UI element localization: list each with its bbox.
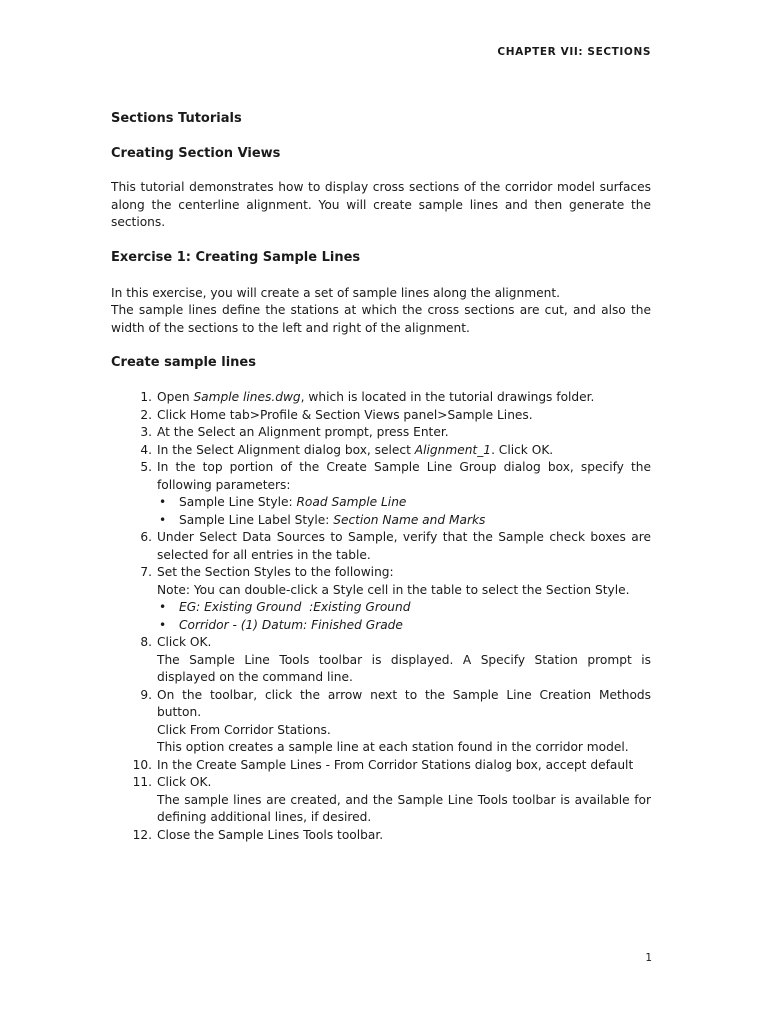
bullet-icon: •	[159, 617, 167, 632]
bullet-item	[157, 599, 651, 617]
step-2	[111, 407, 651, 425]
step-text: In the top portion of the Create Sample Line Group dialog box, specify the following parameters:	[157, 460, 651, 492]
bullet-item	[157, 494, 651, 512]
bullet-value: EG: Existing Ground :Existing Ground	[179, 600, 411, 614]
step-number: 1.	[140, 390, 152, 404]
step-4	[111, 442, 651, 460]
page-content	[111, 110, 651, 844]
step-text: In the Create Sample Lines - From Corridor Stations dialog box, accept default	[157, 757, 634, 772]
page-number: 1	[645, 952, 652, 964]
step-text: . Click OK.	[491, 442, 554, 457]
step-detail: The Sample Line Tools toolbar is displayed. A Specify Station prompt is displayed on the command line.	[157, 652, 651, 684]
step-number: 11.	[132, 775, 152, 789]
chapter-header: CHAPTER VII: SECTIONS	[497, 46, 651, 58]
bullet-item	[157, 617, 651, 635]
bullet-label: Sample Line Label Style:	[179, 512, 334, 527]
step-text: Under Select Data Sources to Sample, verify that the Sample check boxes are selected for all entries in the table.	[157, 530, 651, 562]
step-text: Set the Section Styles to the following:	[157, 565, 394, 579]
step-filename: Sample lines.dwg	[193, 390, 301, 404]
bullet-value: Road Sample Line	[296, 495, 407, 509]
step-9	[111, 687, 651, 757]
heading-create-sample-lines: Create sample lines	[111, 355, 256, 370]
step-text: Click OK.	[157, 775, 212, 789]
step-number: 10.	[132, 757, 152, 772]
heading-sections-tutorials: Sections Tutorials	[111, 111, 242, 126]
step-7	[111, 564, 651, 634]
bullet-icon: •	[159, 495, 167, 509]
step-number: 6.	[140, 530, 152, 544]
step-11	[111, 774, 651, 827]
step-text: At the Select an Alignment prompt, press Enter.	[157, 425, 449, 439]
exercise-intro-line2: The sample lines define the stations at which the cross sections are cut, and also the width of the sections to the left and right of the alignment.	[111, 303, 651, 335]
step-number: 5.	[140, 460, 152, 474]
step-text: Open	[157, 390, 194, 404]
step-1	[111, 389, 651, 407]
step-detail: The sample lines are created, and the Sample Line Tools toolbar is available for defining additional lines, if desired.	[157, 792, 651, 824]
step-7-bullets	[157, 599, 651, 634]
heading-creating-section-views: Creating Section Views	[111, 146, 281, 161]
step-text: , which is located in the tutorial drawings folder.	[300, 390, 595, 404]
heading-exercise-1: Exercise 1: Creating Sample Lines	[111, 249, 361, 265]
bullet-icon: •	[159, 600, 167, 614]
step-note: Note: You can double-click a Style cell in the table to select the Section Style.	[157, 582, 630, 597]
bullet-value: Corridor - (1) Datum: Finished Grade	[179, 617, 403, 632]
step-line2: Click From Corridor Stations.	[157, 722, 331, 737]
exercise-intro-line1: In this exercise, you will create a set of sample lines along the alignment.	[111, 285, 561, 300]
bullet-icon: •	[159, 512, 167, 527]
step-5-bullets	[157, 494, 651, 529]
step-alignment-name: Alignment_1	[414, 442, 492, 457]
step-number: 2.	[140, 407, 152, 422]
step-text: Click Home tab>Profile & Section Views panel>Sample Lines.	[157, 407, 533, 422]
intro-paragraph: This tutorial demonstrates how to display cross sections of the corridor model surfaces along the centerline alignment. You will create sample lines and then generate the sections.	[111, 180, 651, 229]
step-text: On the toolbar, click the arrow next to the Sample Line Creation Methods button.	[157, 687, 651, 719]
step-6	[111, 529, 651, 564]
step-number: 12.	[132, 827, 152, 842]
steps-list	[111, 389, 651, 844]
step-number: 8.	[140, 635, 152, 649]
step-number: 7.	[140, 565, 152, 579]
bullet-item	[157, 512, 651, 530]
step-number: 9.	[140, 687, 152, 702]
step-5	[111, 459, 651, 529]
step-8	[111, 634, 651, 687]
bullet-value: Section Name and Marks	[333, 512, 486, 527]
step-number: 4.	[140, 442, 152, 457]
step-line3: This option creates a sample line at each station found in the corridor model.	[157, 740, 629, 754]
step-10	[111, 757, 651, 775]
step-text: In the Select Alignment dialog box, select	[157, 442, 415, 457]
step-3	[111, 424, 651, 442]
step-number: 3.	[140, 425, 152, 439]
step-text: Click OK.	[157, 635, 212, 649]
step-text: Close the Sample Lines Tools toolbar.	[157, 827, 384, 842]
bullet-label: Sample Line Style:	[179, 495, 297, 509]
step-12	[111, 827, 651, 845]
exercise-intro	[111, 285, 651, 338]
